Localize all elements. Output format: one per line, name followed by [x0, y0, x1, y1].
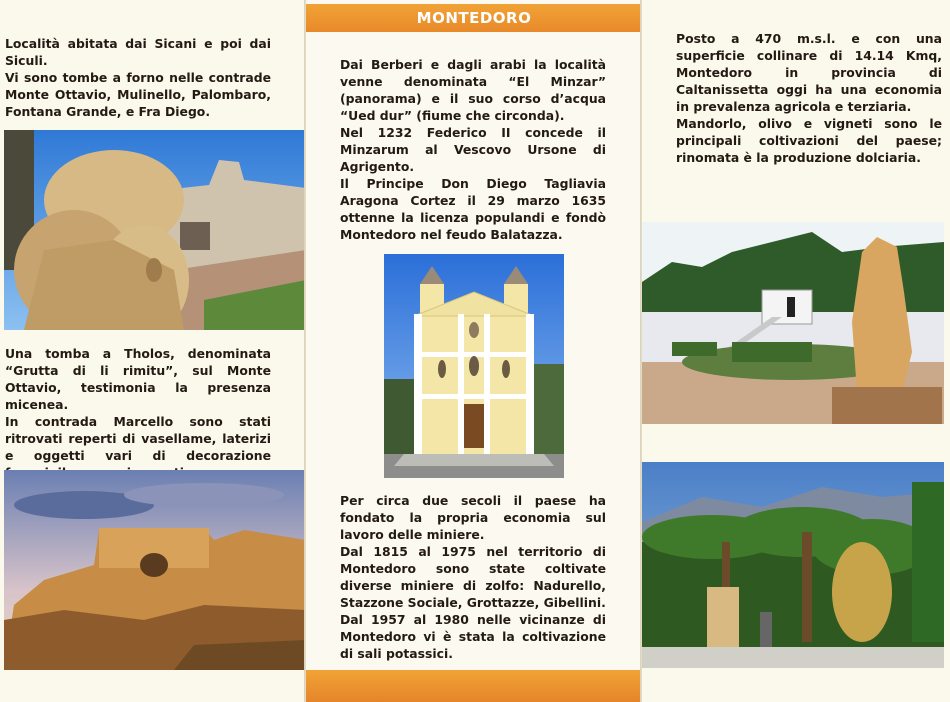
park-statue-photo: [642, 222, 944, 424]
geo-paragraph-1: Posto a 470 m.s.l. e con una superficie collinare di 14.14 Kmq, Montedoro in provincia di Caltanissetta oggi ha una economia in prevalenza agricola e terziaria.: [676, 31, 942, 114]
mines-paragraph-2: Dal 1815 al 1975 nel territorio di Montedoro sono state coltivate diverse miniere di zolfo: Nadurello, Stazzone Sociale, Grottazze, Gibellini.: [340, 544, 606, 610]
history-paragraph-2: Nel 1232 Federico II concede il Minzarum al Vescovo Ursone di Agrigento.: [340, 125, 606, 174]
mines-paragraph-1: Per circa due secoli il paese ha fondato la propria economia sul lavoro delle miniere.: [340, 493, 606, 542]
intro-paragraph-1: Località abitata dai Sicani e poi dai Siculi.: [5, 36, 271, 68]
ruins-hill-photo: [4, 470, 306, 670]
palm-garden-photo: [642, 462, 944, 668]
center-panel: [306, 0, 642, 702]
footer-band: [306, 670, 642, 702]
geo-paragraph-2: Mandorlo, olivo e vigneti sono le principali coltivazioni del paese; rinomata è la produzione dolciaria.: [676, 116, 942, 165]
intro-paragraph-2: Vi sono tombe a forno nelle contrade Monte Ottavio, Mulinello, Palombaro, Fontana Grande, e Fra Diego.: [5, 70, 271, 119]
right-panel: [642, 0, 950, 702]
title-banner: MONTEDORO: [306, 4, 642, 32]
history-text: [340, 56, 606, 243]
intro-text: [5, 35, 271, 120]
sculpture-photo: [4, 130, 306, 330]
history-paragraph-3: Il Principe Don Diego Tagliavia Aragona Cortez il 29 marzo 1635 ottenne la licenza populandi e fondò Montedoro nel feudo Balatazza.: [340, 176, 606, 242]
tholos-paragraph-1: Una tomba a Tholos, denominata “Grutta di li rimitu”, sul Monte Ottavio, testimonia la presenza micenea.: [5, 346, 271, 412]
tholos-text: [5, 345, 271, 481]
geo-text: [676, 30, 942, 166]
history-paragraph-1: Dai Berberi e dagli arabi la località venne denominata “El Minzar” (panorama) e il suo corso d’acqua “Ued dur” (fiume che circonda).: [340, 57, 606, 123]
mines-paragraph-3: Dal 1957 al 1980 nelle vicinanze di Montedoro vi è stata la coltivazione di sali potassici.: [340, 612, 606, 661]
mines-text: [340, 492, 606, 662]
church-photo: [384, 254, 564, 478]
tholos-paragraph-2: In contrada Marcello sono stati ritrovati reperti di vasellame, laterizi e oggetti vari di decorazione: [5, 414, 271, 463]
left-panel: [0, 0, 306, 702]
